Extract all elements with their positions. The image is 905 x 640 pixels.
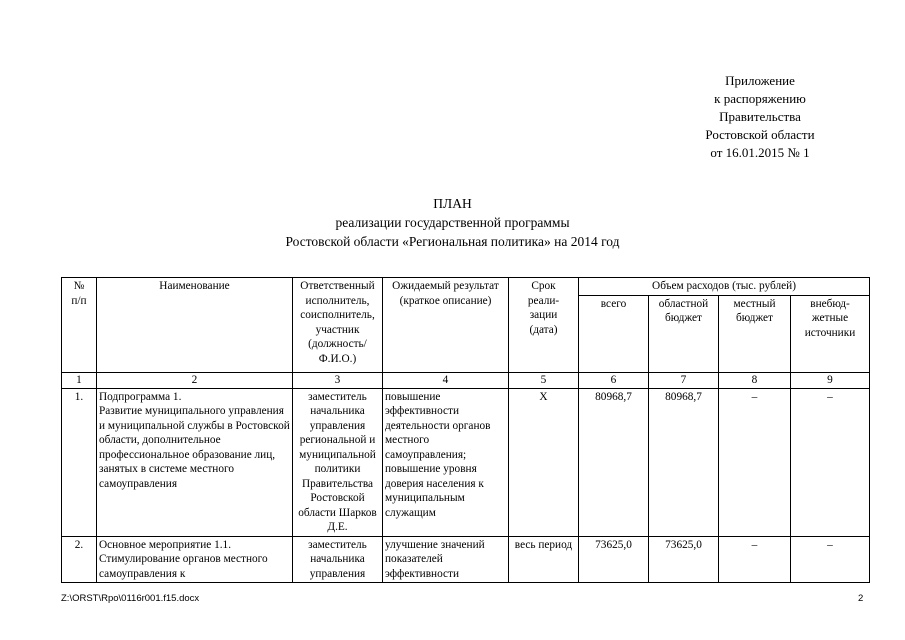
column-number: 1 bbox=[62, 372, 97, 388]
column-number: 9 bbox=[791, 372, 870, 388]
row-responsible: заместитель начальника управления bbox=[293, 536, 383, 583]
header-responsible: Ответственный исполнитель, соисполнитель, участник (должность/ Ф.И.О.) bbox=[293, 278, 383, 373]
row-extra: – bbox=[791, 536, 870, 583]
title-line: Ростовской области «Региональная политика» на 2014 год bbox=[285, 234, 620, 249]
header-row bbox=[62, 278, 870, 296]
row-local: – bbox=[719, 536, 791, 583]
header-expenses: Объем расходов (тыс. рублей) bbox=[579, 278, 870, 296]
row-result: повышение эффективности деятельности органов местного самоуправления; повышение уровня доверия населения к муниципальным служащим bbox=[383, 388, 509, 536]
title-line: реализации государственной программы bbox=[335, 215, 570, 230]
table-row bbox=[62, 388, 870, 536]
appendix-line: от 16.01.2015 № 1 bbox=[710, 145, 810, 160]
column-number: 8 bbox=[719, 372, 791, 388]
appendix-line: к распоряжению bbox=[714, 91, 806, 106]
row-name: Основное мероприятие 1.1. Стимулирование органов местного самоуправления к bbox=[97, 536, 293, 583]
row-regional: 80968,7 bbox=[649, 388, 719, 536]
header-name: Наименование bbox=[97, 278, 293, 373]
header-result: Ожидаемый результат (краткое описание) bbox=[383, 278, 509, 373]
appendix-line: Правительства bbox=[719, 109, 801, 124]
appendix-block bbox=[680, 72, 840, 162]
header-extra: внебюд- жетные источники bbox=[791, 295, 870, 372]
row-term: весь период bbox=[509, 536, 579, 583]
column-number-row bbox=[62, 372, 870, 388]
page-number: 2 bbox=[858, 593, 864, 604]
row-responsible: заместитель начальника управления региональной и муниципальной политики Правительства Ростовской области Шарков Д.Е. bbox=[293, 388, 383, 536]
header-regional: областной бюджет bbox=[649, 295, 719, 372]
header-num: № п/п bbox=[62, 278, 97, 373]
row-num: 2. bbox=[62, 536, 97, 583]
row-total: 80968,7 bbox=[579, 388, 649, 536]
table-row bbox=[62, 536, 870, 583]
row-name: Подпрограмма 1. Развитие муниципального управления и муниципальной службы в Ростовской области, дополнительное профессиональное образование лиц, занятых в системе местного самоуправления bbox=[97, 388, 293, 536]
file-path: Z:\ORST\Rpo\0116r001.f15.docx bbox=[61, 593, 200, 604]
header-local: местный бюджет bbox=[719, 295, 791, 372]
column-number: 4 bbox=[383, 372, 509, 388]
header-total: всего bbox=[579, 295, 649, 372]
title-line: ПЛАН bbox=[433, 196, 472, 211]
header-term: Срок реали- зации (дата) bbox=[509, 278, 579, 373]
row-term: Х bbox=[509, 388, 579, 536]
row-total: 73625,0 bbox=[579, 536, 649, 583]
column-number: 7 bbox=[649, 372, 719, 388]
column-number: 3 bbox=[293, 372, 383, 388]
column-number: 6 bbox=[579, 372, 649, 388]
appendix-line: Ростовской области bbox=[705, 127, 815, 142]
row-regional: 73625,0 bbox=[649, 536, 719, 583]
column-number: 5 bbox=[509, 372, 579, 388]
row-extra: – bbox=[791, 388, 870, 536]
document-title bbox=[0, 194, 905, 251]
column-number: 2 bbox=[97, 372, 293, 388]
plan-table bbox=[61, 277, 870, 583]
row-result: улучшение значений показателей эффективности bbox=[383, 536, 509, 583]
row-num: 1. bbox=[62, 388, 97, 536]
appendix-line: Приложение bbox=[725, 73, 795, 88]
row-local: – bbox=[719, 388, 791, 536]
